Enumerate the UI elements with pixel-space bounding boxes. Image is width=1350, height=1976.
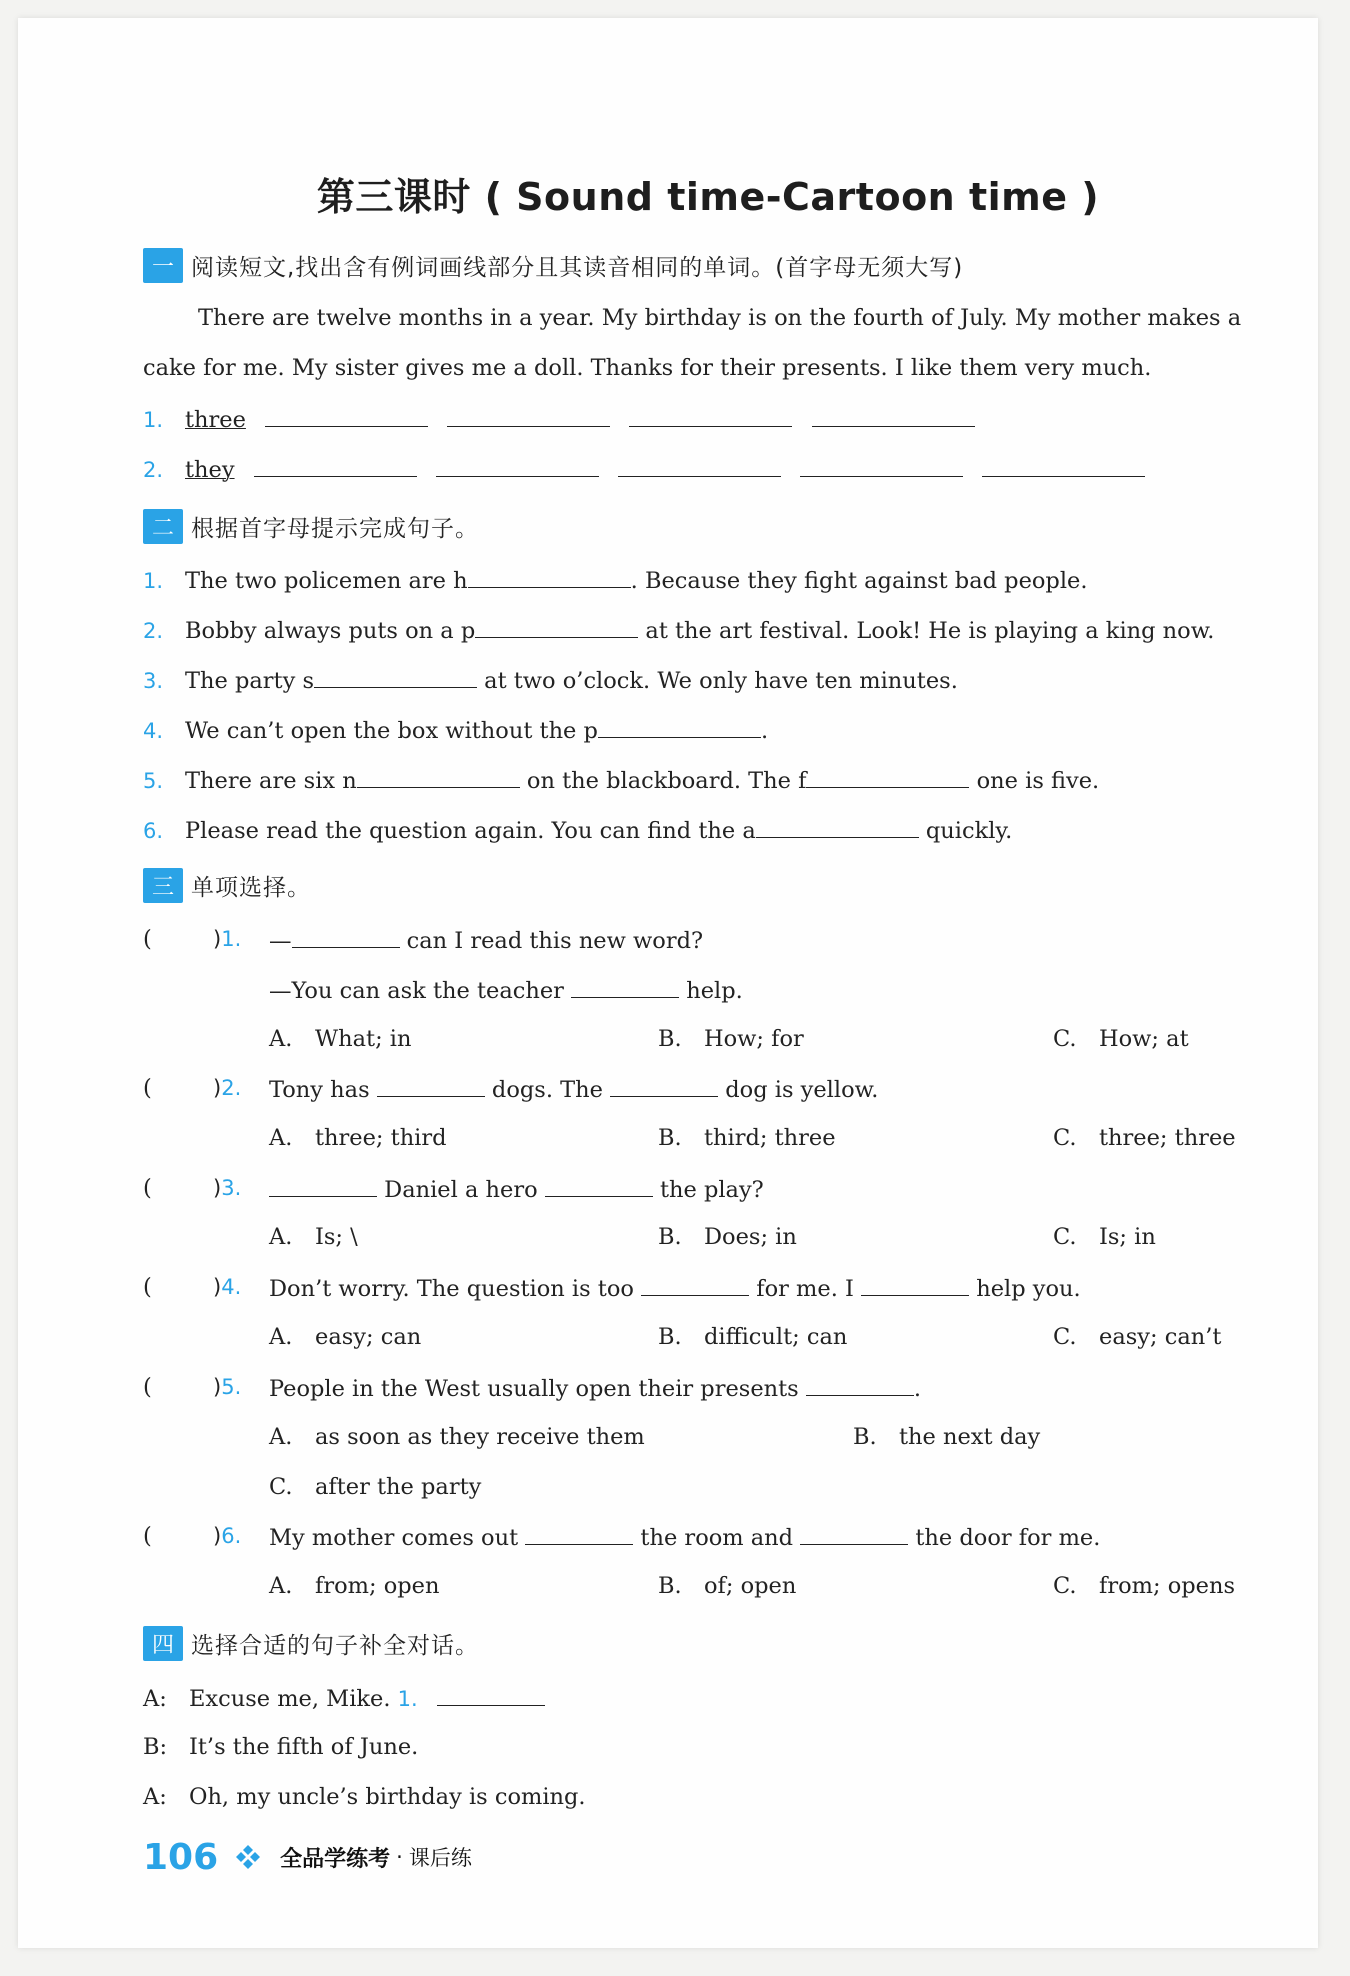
option-text: third; three — [704, 1125, 836, 1151]
option-letter: B. — [658, 1026, 682, 1052]
question-close-paren: ) — [213, 1275, 222, 1299]
q6-text-3: the door for me. — [908, 1525, 1101, 1551]
q2-text-1: Tony has — [269, 1077, 377, 1103]
s2-item-3-text-a: The party s — [185, 668, 314, 694]
q5-option-b — [853, 1421, 1040, 1453]
answer-bracket[interactable]: ( — [143, 926, 152, 952]
s2-item-1-text-a: The two policemen are h — [185, 568, 468, 594]
option-text: What; in — [315, 1026, 412, 1052]
answer-blank[interactable] — [800, 1520, 908, 1545]
q1-text-3: —You can ask the teacher — [269, 978, 572, 1004]
q3-option-a — [269, 1221, 358, 1253]
q3-option-c — [1053, 1221, 1156, 1253]
s1-item-2-number: 2. — [143, 458, 164, 482]
question-6-line-1 — [269, 1520, 1100, 1554]
question-2-number — [213, 1072, 241, 1104]
q4-text-2: for me. I — [749, 1276, 862, 1302]
section-2-instruction: 根据首字母提示完成句子。 — [191, 515, 479, 542]
option-text: three; third — [315, 1125, 447, 1151]
s2-item-1-number: 1. — [143, 569, 164, 593]
option-text: How; at — [1099, 1026, 1189, 1052]
dialog-speaker: A: — [143, 1686, 167, 1712]
question-1-num: 1. — [221, 927, 242, 951]
q2-option-a — [269, 1122, 447, 1154]
s2-item-6-text-a: Please read the question again. You can find the a — [185, 818, 756, 844]
s2-item-1 — [143, 563, 1088, 597]
dialog-speaker: B: — [143, 1734, 168, 1760]
dialog-text: Oh, my uncle’s birthday is coming. — [189, 1784, 586, 1810]
answer-blank[interactable] — [377, 1072, 485, 1097]
answer-blank[interactable] — [800, 452, 963, 477]
footer-subtitle: 课后练 — [408, 1846, 472, 1870]
passage-line-2: cake for me. My sister gives me a doll. Thanks for their presents. I like them very much. — [143, 355, 1152, 381]
option-text: after the party — [315, 1474, 482, 1500]
option-letter: B. — [658, 1224, 682, 1250]
question-2-line-1 — [269, 1072, 878, 1106]
answer-blank[interactable] — [265, 402, 428, 427]
s2-item-5-text-b: on the blackboard. The f — [519, 768, 807, 794]
question-4-line-1 — [269, 1271, 1081, 1305]
question-1-line-1 — [269, 923, 703, 957]
option-text: from; open — [315, 1573, 440, 1599]
answer-blank[interactable] — [357, 763, 520, 788]
answer-blank[interactable] — [571, 973, 679, 998]
option-letter: C. — [1053, 1324, 1077, 1350]
dialog-line-1 — [143, 1681, 545, 1715]
s2-item-4 — [143, 713, 768, 747]
section-3-header — [143, 866, 311, 904]
option-letter: C. — [269, 1474, 293, 1500]
q3-text-1: Daniel a hero — [377, 1177, 545, 1203]
q6-option-c — [1053, 1570, 1235, 1602]
s1-item-2 — [143, 452, 1145, 486]
question-2-num: 2. — [221, 1076, 242, 1100]
s2-item-3-text-b: at two o’clock. We only have ten minutes. — [477, 668, 958, 694]
section-1-instruction: 阅读短文,找出含有例词画线部分且其读音相同的单词。(首字母无须大写) — [191, 254, 964, 281]
s1-item-1-word: three — [185, 407, 246, 433]
question-close-paren: ) — [213, 1375, 222, 1399]
question-6-num: 6. — [221, 1524, 242, 1548]
answer-blank[interactable] — [610, 1072, 718, 1097]
option-letter: C. — [1053, 1224, 1077, 1250]
s2-item-2-text-b: at the art festival. Look! He is playing a king now. — [638, 618, 1215, 644]
answer-blank[interactable] — [437, 1681, 545, 1706]
answer-blank[interactable] — [468, 563, 631, 588]
worksheet-page — [18, 18, 1318, 1948]
s2-item-6-text-b: quickly. — [918, 818, 1013, 844]
section-4-badge: 四 — [143, 1626, 183, 1661]
option-letter: B. — [658, 1324, 682, 1350]
q1-option-b — [658, 1023, 804, 1055]
s1-item-1 — [143, 402, 975, 436]
answer-blank[interactable] — [806, 763, 969, 788]
answer-blank[interactable] — [447, 402, 610, 427]
option-letter: C. — [1053, 1026, 1077, 1052]
question-close-paren: ) — [213, 1176, 222, 1200]
option-letter: C. — [1053, 1573, 1077, 1599]
option-letter: A. — [269, 1324, 293, 1350]
s2-item-1-text-b: . Because they fight against bad people. — [630, 568, 1088, 594]
s2-item-4-text-a: We can’t open the box without the p — [185, 718, 598, 744]
s1-item-1-number: 1. — [143, 408, 164, 432]
answer-blank[interactable] — [525, 1520, 633, 1545]
dialog-text: Excuse me, Mike. — [189, 1686, 398, 1712]
passage-line-1: There are twelve months in a year. My birthday is on the fourth of July. My mother makes a — [198, 305, 1242, 331]
answer-blank[interactable] — [598, 713, 761, 738]
s2-item-2-number: 2. — [143, 619, 164, 643]
question-6-number — [213, 1520, 241, 1552]
q5-text-2: . — [913, 1376, 922, 1402]
option-letter: A. — [269, 1125, 293, 1151]
dialog-line-3 — [143, 1781, 586, 1813]
section-3-instruction: 单项选择。 — [191, 874, 311, 901]
question-3-num: 3. — [221, 1176, 242, 1200]
q6-option-a — [269, 1570, 439, 1602]
section-1-badge: 一 — [143, 248, 183, 283]
question-1-number — [213, 923, 241, 955]
answer-blank[interactable] — [861, 1271, 969, 1296]
answer-blank[interactable] — [629, 402, 792, 427]
page-number: 106 — [143, 1836, 219, 1878]
answer-bracket[interactable]: ( — [143, 1175, 152, 1201]
answer-blank[interactable] — [314, 663, 477, 688]
q1-text-1: — — [269, 928, 292, 954]
q1-option-c — [1053, 1023, 1189, 1055]
q4-text-3: help you. — [969, 1276, 1081, 1302]
q6-option-b — [658, 1570, 796, 1602]
s2-item-3 — [143, 663, 958, 697]
s2-item-5 — [143, 763, 1099, 797]
q6-text-2: the room and — [633, 1525, 801, 1551]
q1-option-a — [269, 1023, 412, 1055]
s2-item-6-number: 6. — [143, 819, 164, 843]
diamond-cluster-icon — [236, 1845, 260, 1869]
option-letter: B. — [658, 1573, 682, 1599]
q1-text-4: help. — [679, 978, 743, 1004]
answer-blank[interactable] — [641, 1271, 749, 1296]
option-text: easy; can — [315, 1324, 422, 1350]
q2-text-3: dog is yellow. — [718, 1077, 879, 1103]
answer-blank[interactable] — [292, 923, 400, 948]
s1-item-2-word: they — [185, 457, 235, 483]
answer-blank[interactable] — [756, 813, 919, 838]
question-close-paren: ) — [213, 927, 222, 951]
q1-text-2: can I read this new word? — [399, 928, 704, 954]
option-text: easy; can’t — [1099, 1324, 1222, 1350]
option-text: Does; in — [704, 1224, 797, 1250]
option-text: Is; in — [1099, 1224, 1156, 1250]
option-letter: B. — [853, 1424, 877, 1450]
answer-blank[interactable] — [475, 613, 638, 638]
answer-blank[interactable] — [254, 452, 417, 477]
question-close-paren: ) — [213, 1076, 222, 1100]
answer-bracket[interactable]: ( — [143, 1523, 152, 1549]
q2-option-c — [1053, 1122, 1236, 1154]
question-4-num: 4. — [221, 1275, 242, 1299]
option-letter: B. — [658, 1125, 682, 1151]
q2-text-2: dogs. The — [484, 1077, 611, 1103]
section-1-header — [143, 246, 963, 284]
question-close-paren: ) — [213, 1524, 222, 1548]
question-3-line-1 — [269, 1172, 764, 1206]
page-footer — [143, 1833, 472, 1881]
q5-text-1: People in the West usually open their presents — [269, 1376, 806, 1402]
answer-blank[interactable] — [982, 452, 1145, 477]
footer-separator: · — [396, 1845, 403, 1869]
s2-item-3-number: 3. — [143, 669, 164, 693]
answer-blank[interactable] — [618, 452, 781, 477]
q2-option-b — [658, 1122, 836, 1154]
dialog-blank-number: 1. — [397, 1687, 418, 1711]
s2-item-5-number: 5. — [143, 769, 164, 793]
q5-option-c — [269, 1471, 481, 1503]
option-letter: C. — [1053, 1125, 1077, 1151]
q4-option-b — [658, 1321, 847, 1353]
q3-text-2: the play? — [652, 1177, 764, 1203]
question-5-num: 5. — [221, 1375, 242, 1399]
question-5-line-1 — [269, 1371, 921, 1405]
section-3-badge: 三 — [143, 868, 183, 903]
q4-text-1: Don’t worry. The question is too — [269, 1276, 642, 1302]
option-text: How; for — [704, 1026, 804, 1052]
section-2-badge: 二 — [143, 509, 183, 544]
answer-blank[interactable] — [545, 1172, 653, 1197]
q5-option-a — [269, 1421, 645, 1453]
answer-blank[interactable] — [806, 1371, 914, 1396]
option-text: as soon as they receive them — [315, 1424, 645, 1450]
page-title: 第三课时 ( Sound time-Cartoon time ) — [316, 175, 1100, 219]
s2-item-4-number: 4. — [143, 719, 164, 743]
section-2-header — [143, 507, 479, 545]
answer-bracket[interactable]: ( — [143, 1075, 152, 1101]
option-letter: A. — [269, 1573, 293, 1599]
dialog-text: It’s the fifth of June. — [189, 1734, 419, 1760]
option-text: Is; \ — [315, 1224, 358, 1250]
q4-option-a — [269, 1321, 421, 1353]
s2-item-4-text-b: . — [760, 718, 769, 744]
q3-option-b — [658, 1221, 797, 1253]
s2-item-5-text-a: There are six n — [185, 768, 357, 794]
answer-bracket[interactable]: ( — [143, 1374, 152, 1400]
option-letter: A. — [269, 1224, 293, 1250]
option-letter: A. — [269, 1026, 293, 1052]
option-text: from; opens — [1099, 1573, 1235, 1599]
s2-item-5-text-c: one is five. — [969, 768, 1100, 794]
answer-blank[interactable] — [269, 1172, 377, 1197]
dialog-speaker: A: — [143, 1784, 167, 1810]
option-text: the next day — [899, 1424, 1041, 1450]
question-4-number — [213, 1271, 241, 1303]
s2-item-2 — [143, 613, 1214, 647]
s2-item-6 — [143, 813, 1012, 847]
question-1-line-2 — [269, 973, 743, 1007]
answer-blank[interactable] — [812, 402, 975, 427]
option-text: of; open — [704, 1573, 797, 1599]
option-text: three; three — [1099, 1125, 1236, 1151]
brand-name: 全品学练考 — [280, 1846, 391, 1872]
section-4-instruction: 选择合适的句子补全对话。 — [191, 1632, 479, 1659]
question-3-number — [213, 1172, 241, 1204]
q6-text-1: My mother comes out — [269, 1525, 526, 1551]
option-letter: A. — [269, 1424, 293, 1450]
section-4-header — [143, 1624, 479, 1662]
dialog-line-2 — [143, 1731, 418, 1763]
question-5-number — [213, 1371, 241, 1403]
s2-item-2-text-a: Bobby always puts on a p — [185, 618, 476, 644]
q4-option-c — [1053, 1321, 1221, 1353]
option-text: difficult; can — [704, 1324, 848, 1350]
answer-bracket[interactable]: ( — [143, 1274, 152, 1300]
answer-blank[interactable] — [436, 452, 599, 477]
